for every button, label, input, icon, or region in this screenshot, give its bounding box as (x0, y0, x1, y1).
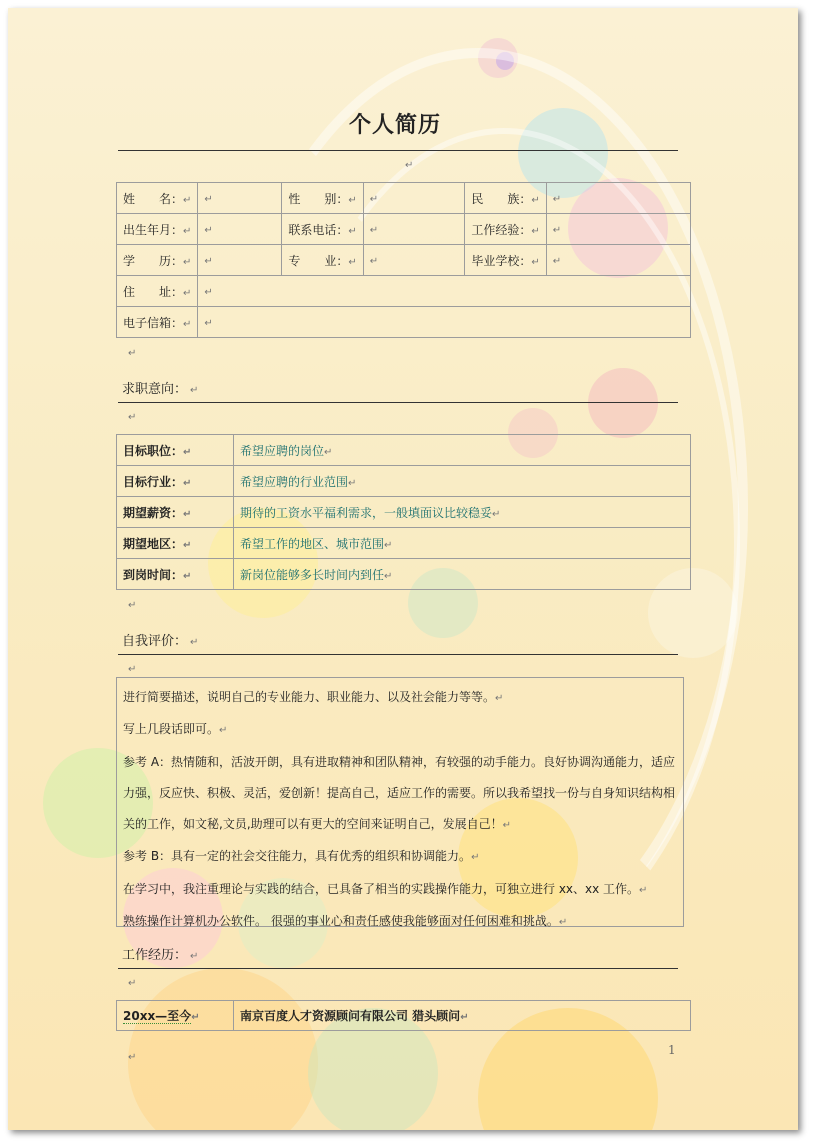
phone-label-cell: 联系电话：↵ (282, 214, 363, 245)
ethnicity-field[interactable]: ↵ (546, 183, 690, 214)
work-history-table (116, 1000, 691, 1031)
table-row (117, 1001, 691, 1031)
work-history-rule (118, 968, 678, 969)
target-position-label: 目标职位：↵ (117, 435, 234, 466)
table-row (117, 435, 691, 466)
target-position-value[interactable]: 希望应聘的岗位↵ (234, 435, 691, 466)
email-field[interactable]: ↵ (198, 307, 691, 338)
name-field[interactable]: ↵ (198, 183, 282, 214)
job-intent-rule (118, 402, 678, 403)
expected-salary-label: 期望薪资：↵ (117, 497, 234, 528)
work-period[interactable]: 20xx—至今↵ (117, 1001, 234, 1031)
table-row (117, 528, 691, 559)
table-row (117, 245, 691, 276)
work-history-heading: 工作经历： ↵ (122, 948, 199, 963)
self-eval-rule (118, 654, 678, 655)
birth-field[interactable]: ↵ (198, 214, 282, 245)
paragraph-mark: ↵ (128, 412, 137, 423)
paragraph-mark: ↵ (128, 600, 137, 611)
table-row (117, 276, 691, 307)
target-industry-label: 目标行业：↵ (117, 466, 234, 497)
self-eval-line: 熟练操作计算机办公软件。 很强的事业心和责任感使我能够面对任何困难和挑战。↵ (123, 914, 568, 929)
table-row (117, 214, 691, 245)
self-eval-heading: 自我评价： ↵ (122, 634, 199, 649)
table-row (117, 307, 691, 338)
birth-label-cell: 出生年月：↵ (117, 214, 198, 245)
basic-info-table (116, 182, 691, 338)
self-eval-line: 参考 A：热情随和，活波开朗，具有进取精神和团队精神，有较强的动手能力。良好协调沟通能力，适应 (123, 754, 676, 769)
self-eval-line: 在学习中，我注重理论与实践的结合，已具备了相当的实践操作能力，可独立进行 xx、xx 工作。↵ (123, 881, 648, 896)
address-field[interactable]: ↵ (198, 276, 691, 307)
expected-salary-value[interactable]: 期待的工资水平福利需求，一般填面议比较稳妥↵ (234, 497, 691, 528)
gender-label-cell: 性 别：↵ (282, 183, 363, 214)
self-eval-box[interactable] (116, 677, 684, 927)
experience-field[interactable]: ↵ (546, 214, 690, 245)
paragraph-mark: ↵ (128, 978, 137, 989)
table-row (117, 497, 691, 528)
paragraph-mark: ↵ (128, 348, 137, 359)
phone-field[interactable]: ↵ (363, 214, 465, 245)
job-intent-heading: 求职意向： ↵ (122, 382, 199, 397)
expected-region-label: 期望地区：↵ (117, 528, 234, 559)
school-field[interactable]: ↵ (546, 245, 690, 276)
job-intent-table (116, 434, 691, 590)
table-row (117, 183, 691, 214)
paragraph-mark: ↵ (405, 160, 414, 171)
table-row (117, 559, 691, 590)
major-label-cell: 专 业：↵ (282, 245, 363, 276)
expected-region-value[interactable]: 希望工作的地区、城市范围↵ (234, 528, 691, 559)
page-number: 1 (668, 1043, 676, 1057)
target-industry-value[interactable]: 希望应聘的行业范围↵ (234, 466, 691, 497)
work-company[interactable]: 南京百度人才资源顾问有限公司 猎头顾问↵ (234, 1001, 691, 1031)
email-label-cell: 电子信箱：↵ (117, 307, 198, 338)
experience-label-cell: 工作经验：↵ (465, 214, 546, 245)
name-label-cell: 姓 名：↵ (117, 183, 198, 214)
table-row (117, 466, 691, 497)
gender-field[interactable]: ↵ (363, 183, 465, 214)
education-label-cell: 学 历：↵ (117, 245, 198, 276)
title-rule (118, 150, 678, 151)
self-eval-line: 力强，反应快、积极、灵活，爱创新！提高自己，适应工作的需要。所以我希望找一份与自身知识结构相 (123, 785, 676, 800)
self-eval-line: 参考 B：具有一定的社会交往能力，具有优秀的组织和协调能力。↵ (123, 849, 480, 864)
paragraph-mark: ↵ (128, 1052, 137, 1063)
major-field[interactable]: ↵ (363, 245, 465, 276)
self-eval-line: 写上几段话即可。↵ (123, 722, 228, 737)
start-time-value[interactable]: 新岗位能够多长时间内到任↵ (234, 559, 691, 590)
self-eval-line: 关的工作，如文秘,文员,助理可以有更大的空间来证明自己，发展自己！↵ (123, 817, 512, 832)
self-eval-line: 进行简要描述，说明自己的专业能力、职业能力、以及社会能力等等。↵ (123, 690, 504, 704)
ethnicity-label-cell: 民 族：↵ (465, 183, 546, 214)
school-label-cell: 毕业学校：↵ (465, 245, 546, 276)
address-label-cell: 住 址：↵ (117, 276, 198, 307)
start-time-label: 到岗时间：↵ (117, 559, 234, 590)
page-title: 个人简历 (348, 112, 441, 138)
paragraph-mark: ↵ (128, 664, 137, 675)
education-field[interactable]: ↵ (198, 245, 282, 276)
